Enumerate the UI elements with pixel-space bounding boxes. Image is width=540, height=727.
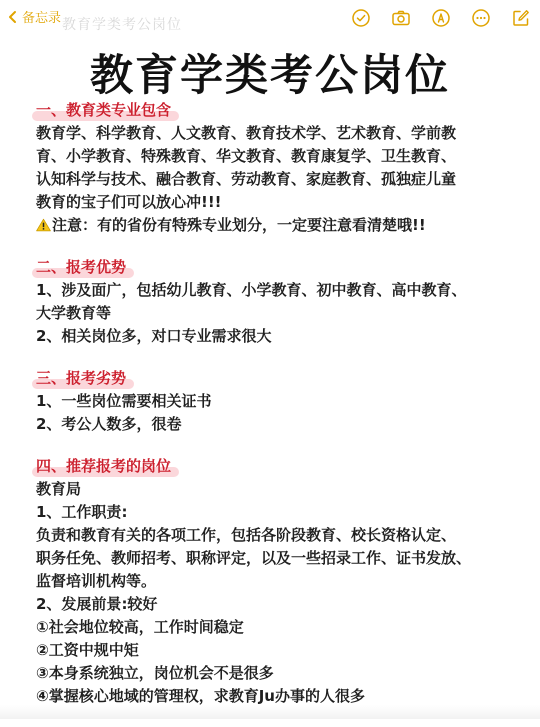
body-line: 1、一些岗位需要相关证书 — [36, 392, 212, 410]
note-body[interactable] — [36, 99, 506, 727]
section-recommended-positions — [36, 455, 506, 708]
more-icon — [471, 8, 491, 28]
section-heading: 二、报考优势 — [36, 256, 126, 279]
checklist-icon — [351, 8, 371, 28]
camera-icon — [391, 8, 411, 28]
body-line: 2、发展前景:较好 — [36, 595, 158, 613]
body-line: 2、考公人数多，很卷 — [36, 415, 182, 433]
section-disadvantages — [36, 367, 506, 436]
body-line: ②工资中规中矩 — [36, 641, 139, 659]
compose-button[interactable] — [508, 5, 534, 31]
compose-icon — [511, 8, 531, 28]
markup-button[interactable] — [428, 5, 454, 31]
warning-line: 注意：有的省份有特殊专业划分，一定要注意看清楚哦!! — [36, 214, 506, 237]
section-advantages — [36, 256, 506, 348]
body-line: 2、相关岗位多，对口专业需求很大 — [36, 327, 272, 345]
scrolled-title-ghost: 教育学类考公岗位 — [62, 17, 182, 33]
body-line: 教育学、科学教育、人文教育、教育技术学、艺术教育、学前教 — [36, 124, 457, 142]
body-line: 大学教育等 — [36, 304, 112, 322]
markup-icon — [431, 8, 451, 28]
more-button[interactable] — [468, 5, 494, 31]
body-line: 1、涉及面广，包括幼儿教育、小学教育、初中教育、高中教育、 — [36, 281, 467, 299]
checklist-button[interactable] — [348, 5, 374, 31]
body-line: 教育局 — [36, 480, 82, 498]
body-line: ③本身系统独立，岗位机会不是很多 — [36, 664, 274, 682]
body-line: 教育的宝子们可以放心冲!!! — [36, 193, 222, 211]
note-title: 教育学类考公岗位 — [90, 51, 450, 101]
toolbar — [348, 5, 534, 31]
section-heading: 三、报考劣势 — [36, 367, 126, 390]
bottom-edge — [0, 705, 540, 719]
top-navigation-bar — [0, 0, 540, 36]
body-line: 认知科学与技术、融合教育、劳动教育、家庭教育、孤独症儿童 — [36, 170, 457, 188]
body-line: 职务任免、教师招考、职称评定，以及一些招录工作、证书发放、 — [36, 549, 472, 567]
body-line: ①社会地位较高，工作时间稳定 — [36, 618, 244, 636]
body-line: 监督培训机构等。 — [36, 572, 157, 590]
chevron-left-icon — [6, 10, 20, 24]
body-line: 育、小学教育、特殊教育、华文教育、教育康复学、卫生教育、 — [36, 147, 457, 165]
section-heading: 四、推荐报考的岗位 — [36, 455, 171, 478]
back-button[interactable] — [6, 7, 61, 26]
body-line: 负责和教育有关的各项工作，包括各阶段教育、校长资格认定、 — [36, 526, 457, 544]
body-line: ④掌握核心地域的管理权，求教育Ju办事的人很多 — [36, 687, 365, 705]
back-label: 备忘录 — [22, 11, 62, 26]
camera-button[interactable] — [388, 5, 414, 31]
warning-icon — [36, 218, 51, 232]
body-line: 1、工作职责: — [36, 503, 128, 521]
section-majors — [36, 99, 506, 237]
section-heading: 一、教育类专业包含 — [36, 99, 171, 122]
